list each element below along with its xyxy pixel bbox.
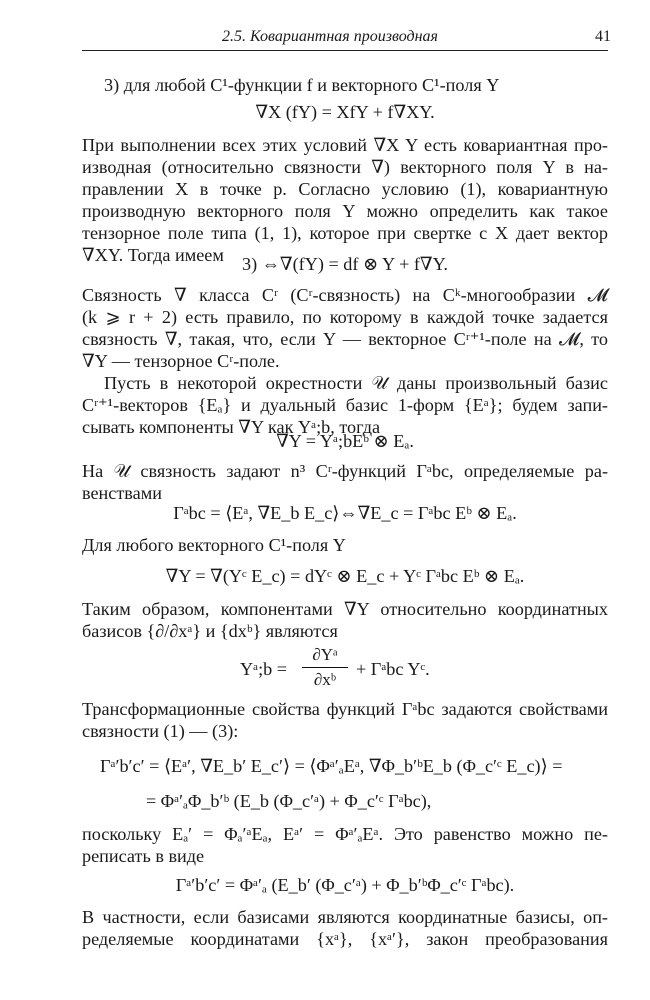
- equation: = Φᵃ′ₐΦ_b′ᵇ (E_b (Φ_c′ᵃ) + Φ_c′ᶜ Γᵃbc),: [146, 791, 432, 811]
- text-line: ределяемые координатами {xᵃ}, {xᵃ′}, закон преобразования: [82, 929, 608, 949]
- running-header: [82, 26, 611, 51]
- page-number: 41: [595, 28, 611, 45]
- text-line: тензорное поле типа (1, 1), которое при свертке с X дает вектор: [82, 223, 608, 243]
- text-line: поскольку Eₐ′ = Φₐ′ᵃEₐ, Eᵃ′ = Φᵃ′ₐEᵃ. Это равенство можно пе-: [82, 824, 608, 844]
- text-line: Связность ∇ класса Cʳ (Cʳ-связность) на Cᵏ-многообразии 𝓜: [82, 285, 608, 305]
- text-line: (k ⩾ r + 2) есть правило, по которому в каждой точке задается: [82, 307, 608, 327]
- text-line: реписать в виде: [82, 846, 205, 866]
- text-line: 3) для любой C¹-функции f и векторного C¹-поля Y: [104, 75, 500, 95]
- equation: Γᵃbc = ⟨Eᵃ, ∇E_b E_c⟩⇔∇E_c = Γᵃbc Eᵇ ⊗ Eₐ.: [173, 503, 517, 523]
- text-line: Таким образом, компонентами ∇Y относительно координатных: [82, 599, 608, 619]
- equation: 3) ⇔∇(fY) = df ⊗ Y + f∇Y.: [242, 254, 448, 274]
- fraction-numerator: ∂Yᵃ: [312, 645, 338, 664]
- text-line: Cʳ⁺¹-векторов {Eₐ} и дуальный базис 1-форм {Eᵃ}; будем запи-: [82, 395, 608, 415]
- text-line: На 𝒰 связность задают n³ Cʳ-функций Γᵃbc, определяемые ра-: [82, 461, 608, 481]
- text-line: ∇XY. Тогда имеем: [82, 245, 224, 265]
- equation: ∇X (fY) = XfY + f∇XY.: [255, 102, 435, 122]
- text-line: производную векторного поля Y можно определить как такое: [82, 201, 608, 221]
- text-line: Трансформационные свойства функций Γᵃbc задаются свойствами: [82, 699, 608, 719]
- equation-rhs: + Γᵃbc Yᶜ.: [356, 659, 430, 679]
- equation: Γᵃ′b′c′ = ⟨Eᵃ′, ∇E_b′ E_c′⟩ = ⟨Φᵃ′ₐEᵃ, ∇Φ_b′ᵇE_b (Φ_c′ᶜ E_c)⟩ =: [100, 756, 563, 776]
- text-line: венствами: [82, 483, 162, 503]
- text-line: связность ∇, такая, что, если Y — векторное Cʳ⁺¹-поле на 𝓜, то: [82, 329, 608, 349]
- text-line: Для любого векторного C¹-поля Y: [82, 535, 346, 555]
- text-line: В частности, если базисами являются координатные базисы, оп-: [82, 907, 608, 927]
- text-line: ∇Y — тензорное Cʳ-поле.: [82, 351, 280, 371]
- equation: ∇Y = ∇(Yᶜ E_c) = dYᶜ ⊗ E_c + Yᶜ Γᵃbc Eᵇ ⊗ Eₐ.: [165, 566, 525, 586]
- text-line: базисов {∂/∂xᵃ} и {dxᵇ} являются: [82, 621, 338, 641]
- text-line: изводная (относительно связности ∇) векторного поля Y в на-: [82, 157, 608, 177]
- equation-lhs: Yᵃ;b =: [240, 659, 288, 679]
- equation: Γᵃ′b′c′ = Φᵃ′ₐ (E_b′ (Φ_c′ᵃ) + Φ_b′ᵇΦ_c′ᶜ Γᵃbc).: [175, 875, 515, 895]
- text-line: Пусть в некоторой окрестности 𝒰 даны произвольный базис: [104, 373, 608, 393]
- text-line: При выполнении всех этих условий ∇X Y есть ковариантная про-: [82, 135, 608, 155]
- fraction-denominator: ∂xᵇ: [313, 670, 337, 689]
- fraction-bar: [302, 667, 348, 668]
- header-title: 2.5. Ковариантная производная: [222, 28, 438, 45]
- text-line: правлении X в точке p. Согласно условию (1), ковариантную: [82, 179, 608, 199]
- text-line: связности (1) — (3):: [82, 721, 239, 741]
- equation: ∇Y = Yᵃ;bEᵇ ⊗ Eₐ.: [276, 431, 414, 451]
- text-line: сывать компоненты ∇Y как Yᵃ;b, тогда: [82, 417, 381, 437]
